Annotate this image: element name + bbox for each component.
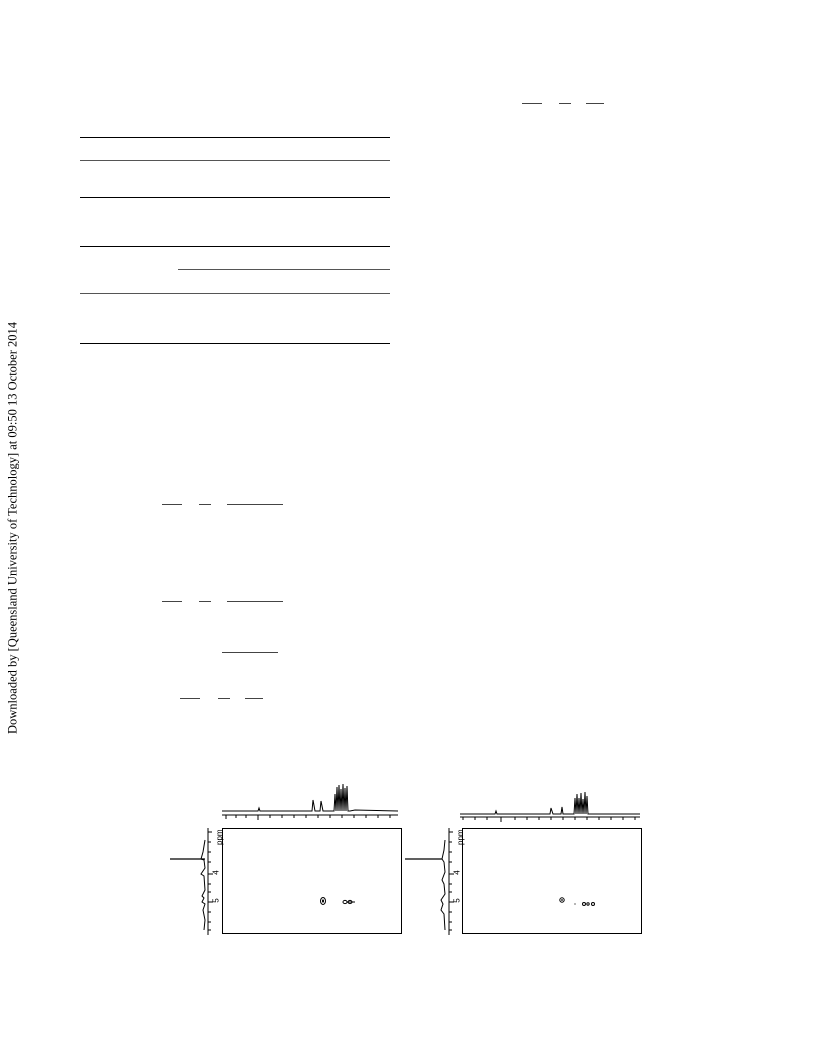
nmr-2d-plot-box [462, 828, 642, 934]
axis-tick-label: 4 [452, 870, 462, 875]
table-section-rule [80, 246, 390, 247]
fraction-bar [559, 103, 571, 104]
nmr-cross-peaks [223, 829, 403, 935]
axis-unit-label: ppm [456, 829, 465, 845]
fraction-bar [222, 652, 278, 653]
fraction-bar [199, 504, 211, 505]
fraction-bar [522, 103, 542, 104]
fraction-bar [162, 601, 182, 602]
fraction-bar [245, 698, 263, 699]
fraction-bar [218, 698, 230, 699]
nmr-2d-plot-box [222, 828, 402, 934]
axis-tick-label: 5 [211, 898, 221, 903]
nmr-spectrum-right [405, 780, 645, 940]
axis-tick-label: 4 [211, 870, 221, 875]
fraction-bar [162, 504, 182, 505]
fraction-bar [227, 504, 283, 505]
table-header-rule [80, 160, 390, 161]
table-section-rule [80, 293, 390, 294]
fraction-bar [227, 601, 283, 602]
axis-unit-label: ppm [215, 829, 224, 845]
table-subheader-rule [178, 269, 390, 270]
table-top-rule [80, 137, 390, 138]
fraction-bar [180, 698, 200, 699]
axis-tick-label: 5 [452, 898, 462, 903]
fraction-bar [586, 103, 604, 104]
nmr-cross-peaks [463, 829, 643, 935]
table-section-rule [80, 197, 390, 198]
download-watermark: Downloaded by [Queensland University of Technology] at 09:50 13 October 2014 [5, 322, 20, 734]
nmr-spectrum-left [170, 780, 405, 940]
table-bottom-rule [80, 343, 390, 344]
fraction-bar [199, 601, 211, 602]
